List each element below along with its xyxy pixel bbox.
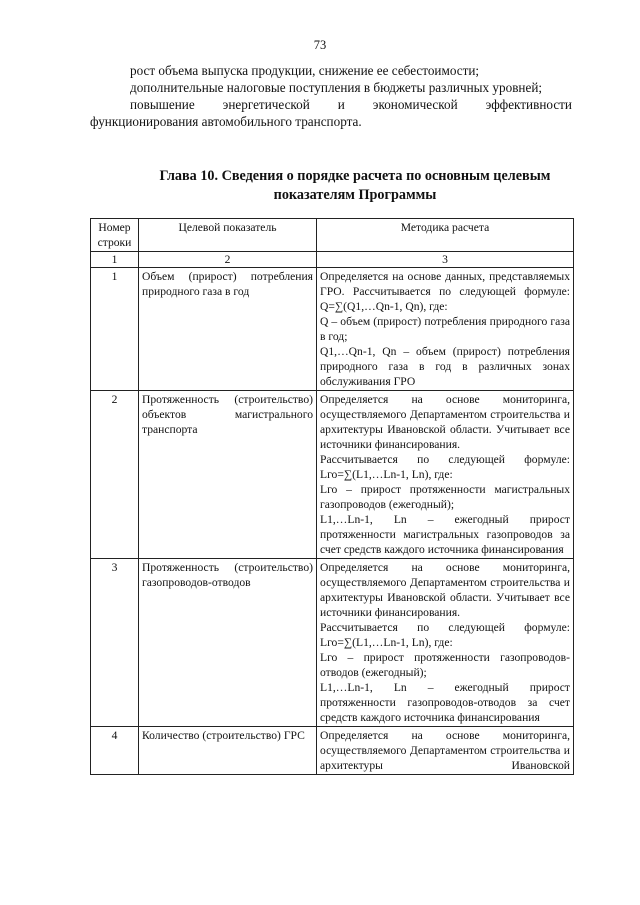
table-row xyxy=(91,559,574,727)
method-line: Q1,…Qn-1, Qn – объем (прирост) потребления природного газа в год в различных зонах обслуживания ГРО xyxy=(320,345,570,388)
header-method: Методика расчета xyxy=(317,219,574,252)
intro-text xyxy=(90,62,572,130)
column-number: 1 xyxy=(91,252,139,268)
page-number: 73 xyxy=(313,38,327,52)
indicator-cell: Протяженность (строительство) газопроводов-отводов xyxy=(139,559,317,727)
column-number: 3 xyxy=(317,252,574,268)
intro-line-2: дополнительные налоговые поступления в бюджеты различных уровней; xyxy=(130,80,543,95)
intro-line-1: рост объема выпуска продукции, снижение ее себестоимости; xyxy=(130,63,480,78)
column-number: 2 xyxy=(139,252,317,268)
method-line: Определяется на основе мониторинга, осуществляемого Департаментом строительства и архитектуры Ивановской области. Учитывает все источники финансирования. xyxy=(320,393,570,451)
row-number: 2 xyxy=(91,391,139,559)
table-row xyxy=(91,727,574,775)
method-line: Определяется на основе данных, представляемых ГРО. Рассчитывается по следующей формуле: Q=∑(Q1,…Qn-1, Qn), где: xyxy=(320,270,570,313)
row-number: 4 xyxy=(91,727,139,775)
row-number: 1 xyxy=(91,268,139,391)
indicator-cell: Количество (строительство) ГРС xyxy=(139,727,317,775)
method-cell xyxy=(317,268,574,391)
indicator-cell: Объем (прирост) потребления природного газа в год xyxy=(139,268,317,391)
intro-line-3: повышение энергетической и экономической эффективности функционирования автомобильного транспорта. xyxy=(90,97,572,129)
method-line: Q – объем (прирост) потребления природного газа в год; xyxy=(320,315,570,343)
table-row xyxy=(91,268,574,391)
header-row-number: Номер строки xyxy=(91,219,139,252)
column-number-row xyxy=(91,252,574,268)
method-cell xyxy=(317,391,574,559)
indicator-cell: Протяженность (строительство) объектов магистрального транспорта xyxy=(139,391,317,559)
table-header-row xyxy=(91,219,574,252)
method-line: Рассчитывается по следующей формуле: Lго=∑(L1,…Ln-1, Ln), где: xyxy=(320,621,570,649)
method-line: L1,…Ln-1, Ln – ежегодный прирост протяженности магистральных газопроводов за счет средств каждого источника финансирования xyxy=(320,513,570,556)
method-line: Lго – прирост протяженности магистральных газопроводов (ежегодный); xyxy=(320,483,570,511)
method-cell xyxy=(317,727,574,775)
indicators-table xyxy=(90,218,574,775)
method-cell xyxy=(317,559,574,727)
chapter-heading: Глава 10. Сведения о порядке расчета по основным целевым показателям Программы xyxy=(159,168,551,203)
method-line: Lго – прирост протяженности газопроводов-отводов (ежегодный); xyxy=(320,651,570,679)
method-line: Рассчитывается по следующей формуле: Lго=∑(L1,…Ln-1, Ln), где: xyxy=(320,453,570,481)
header-indicator: Целевой показатель xyxy=(139,219,317,252)
row-number: 3 xyxy=(91,559,139,727)
method-line: Определяется на основе мониторинга, осуществляемого Департаментом строительства и архитектуры Ивановской xyxy=(320,729,570,772)
table-row xyxy=(91,391,574,559)
method-line: Определяется на основе мониторинга, осуществляемого Департаментом строительства и архитектуры Ивановской области. Учитывает все источники финансирования. xyxy=(320,561,570,619)
method-line: L1,…Ln-1, Ln – ежегодный прирост протяженности газопроводов-отводов за счет средств каждого источника финансирования xyxy=(320,681,570,724)
